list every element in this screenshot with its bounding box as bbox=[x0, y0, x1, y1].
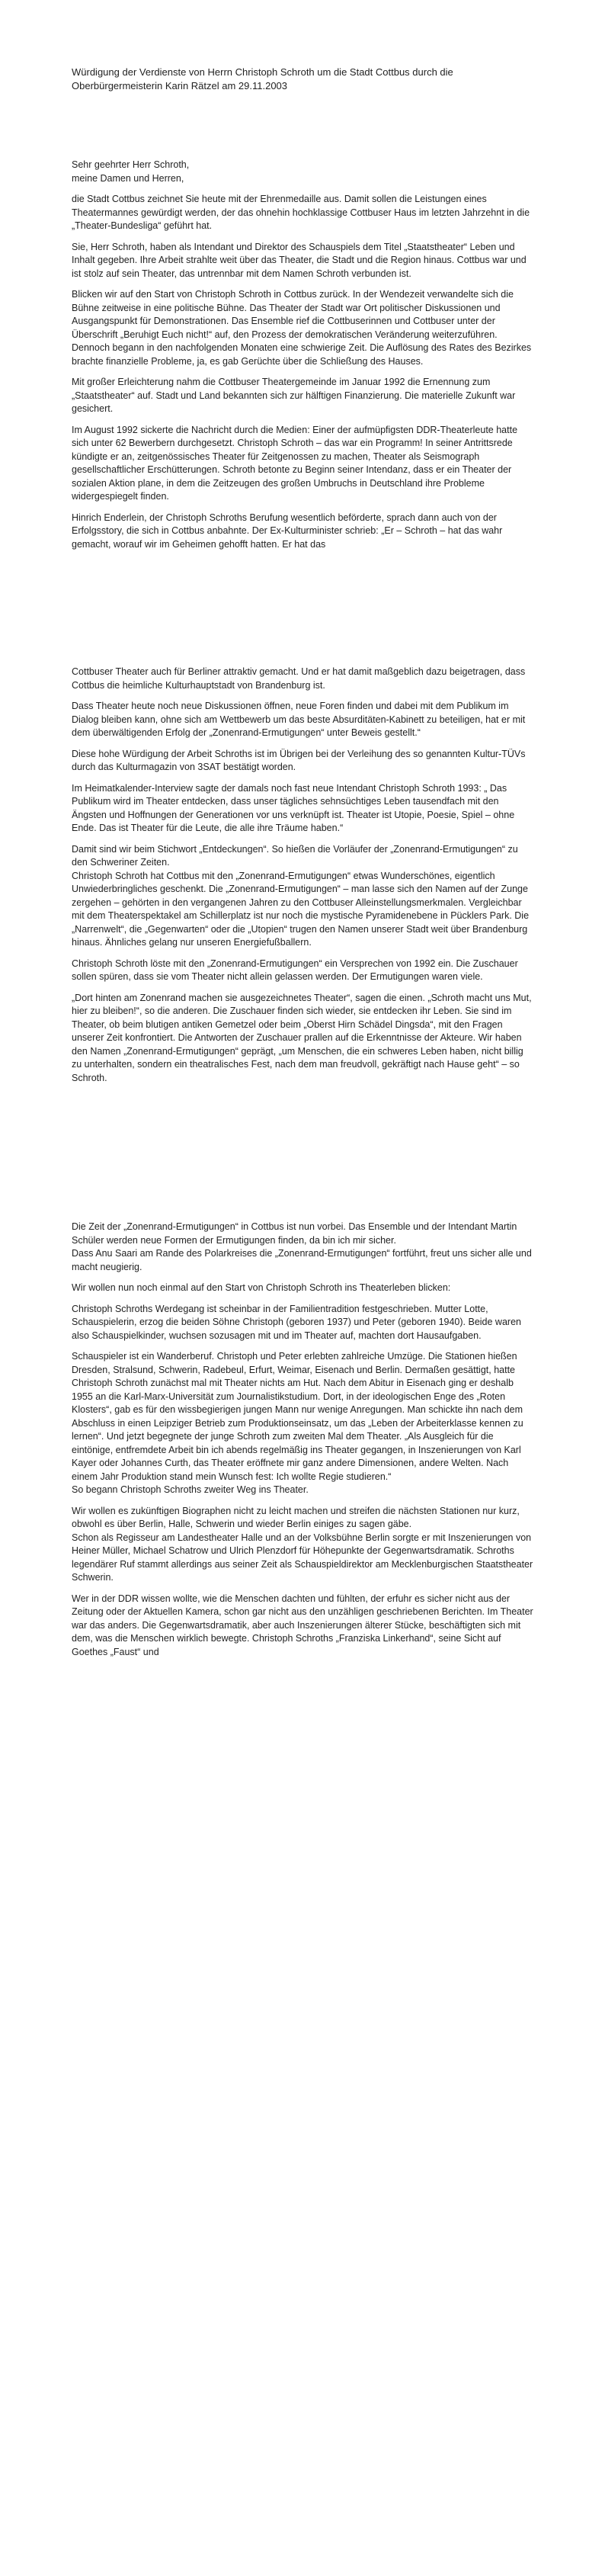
title-line: Oberbürgermeisterin Karin Rätzel am 29.11.2003 bbox=[72, 80, 288, 91]
paragraph: Blicken wir auf den Start von Christoph Schroth in Cottbus zurück. In der Wendezeit verwandelte sich die Bühne zeitweise in eine politische Bühne. Das Theater der Stadt war Ort politischer Diskussionen und Ausgangspunkt für Demonstrationen. Das Ensemble rief die Cottbuserinnen und Cottbuser unter der Überschrift „Beruhigt Euch nicht!“ auf, den Prozess der demokratischen Veränderung weiterzuführen. Dennoch begann in den nachfolgenden Monaten eine schwierige Zeit. Die Auflösung des Rates des Bezirkes brachte finanzielle Probleme, ja, es gab Gerüchte über die Schließung des Hauses. bbox=[72, 289, 532, 367]
page-break-space bbox=[72, 559, 533, 666]
paragraph: die Stadt Cottbus zeichnet Sie heute mit der Ehrenmedaille aus. Damit sollen die Leistungen eines Theatermannes gewürdigt werden, der das ohnehin hochklassige Cottbuser Haus im letzten Jahrzehnt in die „Theater-Bundesliga“ geführt hat. bbox=[72, 194, 530, 231]
paragraph: Sie, Herr Schroth, haben als Intendant und Direktor des Schauspiels dem Titel „Staatstheater“ Leben und Inhalt gegeben. Ihre Arbeit strahlte weit über das Theater, die Stadt und die Region hinaus. Cottbus war und ist stolz auf sein Theater, das untrennbar mit dem Namen Schroth verbunden ist. bbox=[72, 241, 527, 279]
paragraph: Damit sind wir beim Stichwort „Entdeckungen“. So hießen die Vorläufer der „Zonenrand-Ermutigungen“ zu den Schweriner Zeiten. bbox=[72, 843, 518, 868]
paragraph: Dass Theater heute noch neue Diskussionen öffnen, neue Foren finden und dabei mit dem Publikum im Dialog bleiben kann, ohne sich am Wettbewerb um das beste Absurditäten-Kabinett zu beteiligen, hat er mit dem überwältigenden Erfolg der „Zonenrand-Ermutigungen“ unter Beweis gestellt.“ bbox=[72, 701, 526, 738]
paragraph: Hinrich Enderlein, der Christoph Schroths Berufung wesentlich beförderte, sprach dann auch von der Erfolgsstory, die sich in Cottbus anbahnte. Der Ex-Kulturminister schrieb: „Er – Schroth – hat das wahr gemacht, worauf wir im Geheimen gehofft hatten. Er hat das bbox=[72, 512, 503, 550]
page-break-space bbox=[72, 1092, 533, 1221]
paragraph: Wir wollen es zukünftigen Biographen nicht zu leicht machen und streifen die nächsten Stationen nur kurz, obwohl es über Berlin, Halle, Schwerin und wieder Berlin einiges zu sagen gäbe. bbox=[72, 1505, 520, 1529]
paragraph: Im Heimatkalender-Interview sagte der damals noch fast neue Intendant Christoph Schroth 1993: „ Das Publikum wird im Theater entdecken, dass unser tägliches sehnsüchtiges Leben tausendfach mit den Ängsten und Hoffnungen der Generationen vor uns verknüpft ist. Theater ist Utopie, Poesie, Spiel – ohne Ende. Das ist Theater für die Leute, die alle ihre Träume haben.“ bbox=[72, 782, 515, 833]
document-page bbox=[72, 66, 533, 1667]
document-title bbox=[72, 66, 533, 93]
salutation-line: meine Damen und Herren, bbox=[72, 172, 184, 184]
salutation-line: Sehr geehrter Herr Schroth, bbox=[72, 159, 190, 170]
title-line: Würdigung der Verdienste von Herrn Christoph Schroth um die Stadt Cottbus durch die bbox=[72, 66, 453, 78]
paragraph: Wer in der DDR wissen wollte, wie die Menschen dachten und fühlten, der erfuhr es sicher nicht aus der Zeitung oder der Aktuellen Kamera, schon gar nicht aus den unzähligen geschriebenen Berichten. Im Theater war das anders. Die Gegenwartsdramatik, aber auch Inszenierungen älterer Stücke, beschäftigten sich mit dem, was die Menschen wirklich bewegte. Christoph Schroths „Franziska Linkerhand“, seine Sicht auf Goethes „Faust“ und bbox=[72, 1593, 533, 1657]
salutation bbox=[72, 159, 533, 185]
paragraph: So begann Christoph Schroths zweiter Weg ins Theater. bbox=[72, 1484, 309, 1495]
paragraph: Im August 1992 sickerte die Nachricht durch die Medien: Einer der aufmüpfigsten DDR-Theaterleute hatte sich unter 62 Bewerbern durchgesetzt. Christoph Schroth – das war ein Programm! In seiner Antrittsrede kündigte er an, zeitgenössisches Theater für Zeitgenossen zu machen, Theater als Seismograph gesellschaftlicher Erschütterungen. Schroth betonte zu Beginn seiner Intendanz, dass er ein Theater der sozialen Aktion plane, in dem die Zeitzeugen des großen Umbruchs in Deutschland ihre Probleme widergespiegelt finden. bbox=[72, 424, 518, 502]
paragraph: Dass Anu Saari am Rande des Polarkreises die „Zonenrand-Ermutigungen“ fortführt, freut uns sicher alle und macht neugierig. bbox=[72, 1248, 532, 1272]
spacer bbox=[72, 93, 533, 159]
paragraph: Diese hohe Würdigung der Arbeit Schroths ist im Übrigen bei der Verleihung des so genannten Kultur-TÜVs durch das Kulturmagazin von 3SAT bestätigt worden. bbox=[72, 748, 526, 772]
paragraph: Cottbuser Theater auch für Berliner attraktiv gemacht. Und er hat damit maßgeblich dazu beigetragen, dass Cottbus die heimliche Kulturhauptstadt von Brandenburg ist. bbox=[72, 666, 526, 691]
paragraph: Mit großer Erleichterung nahm die Cottbuser Theatergemeinde im Januar 1992 die Ernennung zum „Staatstheater“ auf. Stadt und Land bekannten sich zur hälftigen Finanzierung. Die materielle Zukunft war gesichert. bbox=[72, 377, 516, 414]
section-1 bbox=[72, 193, 533, 551]
paragraph: Schon als Regisseur am Landestheater Halle und an der Volksbühne Berlin sorgte er mit Inszenierungen von Heiner Müller, Michael Schatrow und Ulrich Plenzdorf für Höhepunkte der Gegenwartsdramatik. Schroths legendärer Ruf stammt allerdings aus seiner Zeit als Schauspieldirektor am Mecklenburgischen Staatstheater Schwerin. bbox=[72, 1532, 533, 1583]
paragraph: Christoph Schroths Werdegang ist scheinbar in der Familientradition festgeschrieben. Mutter Lotte, Schauspielerin, erzog die beiden Söhne Christoph (geboren 1937) und Peter (geboren 1940). Beide waren also Schauspielkinder, wuchsen sozusagen mit und im Theater auf, machten dort Hausaufgaben. bbox=[72, 1303, 521, 1341]
section-3 bbox=[72, 1221, 533, 1659]
paragraph: Wir wollen nun noch einmal auf den Start von Christoph Schroth ins Theaterleben blicken: bbox=[72, 1282, 451, 1293]
section-2 bbox=[72, 666, 533, 1085]
paragraph: Christoph Schroth hat Cottbus mit den „Zonenrand-Ermutigungen“ etwas Wunderschönes, eigentlich Unwiederbringliches geschenkt. Die „Zonenrand-Ermutigungen“ – man lasse sich den Namen auf der Zunge zergehen – gehörten in den vergangenen Jahren zu den Cottbuser Alleinstellungsmerkmalen. Vergleichbar mit dem Theaterspektakel am Schillerplatz ist nur noch die mystische Pyramidenebene in Pücklers Park. Die „Narrenwelt“, die „Gegenwarten“ oder die „Utopien“ trugen den Namen unserer Stadt weit über Brandenburg hinaus. Ähnliches gelang nur unseren Energiefußballern. bbox=[72, 870, 530, 948]
paragraph: „Dort hinten am Zonenrand machen sie ausgezeichnetes Theater“, sagen die einen. „Schroth macht uns Mut, hier zu bleiben!“, so die anderen. Die Zuschauer finden sich wieder, sie entdecken ihr Leben. Sie sind im Theater, ob beim blutigen antiken Gemetzel oder beim „Oberst Hirn Schädel Dingsda“, mit den Fragen unserer Zeit konfrontiert. Die Antworten der Zuschauer prallen auf die Erkenntnisse der Akteure. Wir haben den Namen „Zonenrand-Ermutigungen“ geprägt, „um Menschen, die ein schweres Leben haben, nicht billig zu unterhalten, sondern ein theatralisches Fest, nach dem man freudvoll, gekräftigt nach Hause geht“ – so Schroth. bbox=[72, 992, 532, 1083]
paragraph: Schauspieler ist ein Wanderberuf. Christoph und Peter erlebten zahlreiche Umzüge. Die Stationen hießen Dresden, Stralsund, Schwerin, Radebeul, Erfurt, Weimar, Eisenach und Berlin. Dermaßen gesättigt, hatte Christoph Schroth zunächst mal mit Theater nichts am Hut. Nach dem Abitur in Eisenach ging er deshalb 1955 an die Karl-Marx-Universität zum Journalistikstudium. Dort, in der ideologischen Enge des „Roten Klosters“, gab es für den wissbegierigen jungen Mann nur wenige Anregungen. Man schickte ihn nach dem Abschluss in einen Leipziger Betrieb zum Produktionseinsatz, um das „Leben der Arbeiterklasse kennen zu lernen“. Und jetzt begegnete der junge Schroth zum zweiten Mal dem Theater. „Als Ausgleich für die eintönige, entfremdete Arbeit bin ich abends regelmäßig ins Theater gegangen, in Inszenierungen von Karl Kayer oder Johannes Curth, das Theater eröffnete mir ganz andere Dimensionen, andere Welten. Nach einem Jahr Produktion stand mein Wunsch fest: Ich wollte Regie studieren.“ bbox=[72, 1351, 523, 1482]
paragraph: Die Zeit der „Zonenrand-Ermutigungen“ in Cottbus ist nun vorbei. Das Ensemble und der Intendant Martin Schüler werden neue Formen der Ermutigungen finden, da bin ich mir sicher. bbox=[72, 1221, 517, 1246]
paragraph: Christoph Schroth löste mit den „Zonenrand-Ermutigungen“ ein Versprechen von 1992 ein. Die Zuschauer sollen spüren, dass sie vom Theater nicht allein gelassen werden. Der Ermutigungen waren viele. bbox=[72, 958, 518, 982]
